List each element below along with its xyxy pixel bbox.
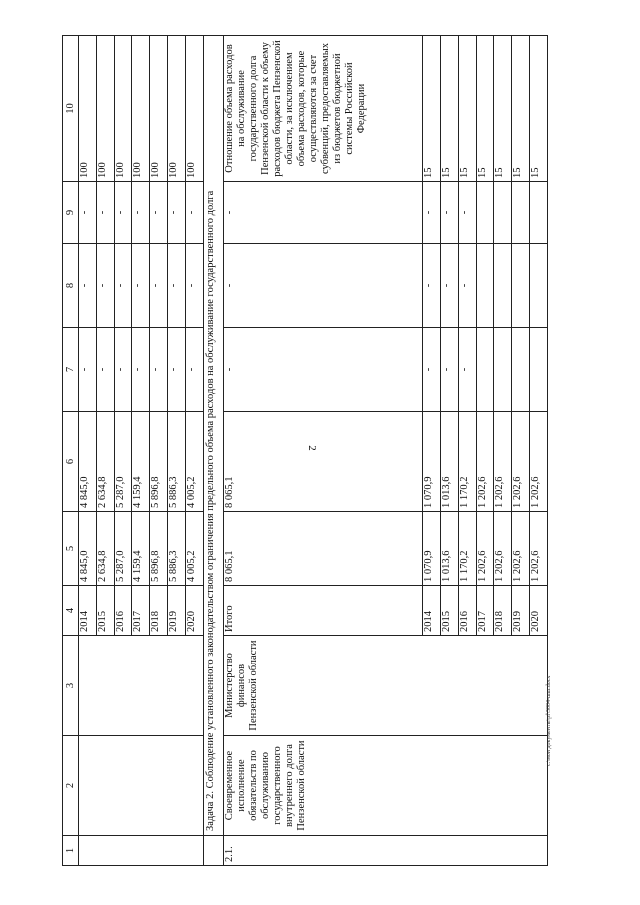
program-table: [62, 35, 548, 866]
amount-cell: 5 886,3: [168, 512, 186, 586]
value-cell: [529, 182, 547, 244]
indicator-value-cell: 100: [168, 36, 186, 182]
total-value: -: [224, 328, 423, 412]
column-number-header: 1: [63, 836, 79, 866]
column-number-header: 3: [63, 636, 79, 736]
total-amount: 8 065,1: [224, 512, 423, 586]
amount-cell: 1 202,6: [494, 512, 512, 586]
total-row: [224, 36, 423, 866]
amount-cell: 5 896,8: [150, 512, 168, 586]
indicator-value-cell: 100: [96, 36, 114, 182]
amount-cell: 2 634,8: [96, 412, 114, 512]
task-heading-row: [203, 36, 224, 866]
indicator-value-cell: 15: [423, 36, 441, 182]
value-cell: -: [79, 328, 97, 412]
value-cell: [529, 328, 547, 412]
value-cell: -: [185, 244, 203, 328]
indicator-value-cell: 100: [79, 36, 97, 182]
amount-cell: 1 202,6: [529, 512, 547, 586]
value-cell: -: [440, 182, 458, 244]
year-cell: 2017: [132, 586, 150, 636]
amount-cell: 1 202,6: [512, 412, 530, 512]
amount-cell: 5 896,8: [150, 412, 168, 512]
value-cell: [494, 328, 512, 412]
item-name: Своевременное исполнение обязательств по обслуживанию государственного внутреннего долга Пензенской области: [224, 736, 548, 836]
year-cell: 2020: [529, 586, 547, 636]
indicator-value-cell: 15: [440, 36, 458, 182]
value-cell: [494, 182, 512, 244]
amount-cell: 4 845,0: [79, 412, 97, 512]
column-number-header: 5: [63, 512, 79, 586]
total-label: Итого: [224, 586, 423, 636]
amount-cell: 5 287,0: [114, 412, 132, 512]
value-cell: -: [168, 328, 186, 412]
value-cell: -: [96, 182, 114, 244]
value-cell: -: [114, 328, 132, 412]
amount-cell: 1 070,9: [423, 412, 441, 512]
column-number-header: 2: [63, 736, 79, 836]
year-cell: 2019: [168, 586, 186, 636]
year-cell: 2020: [185, 586, 203, 636]
year-cell: 2014: [423, 586, 441, 636]
value-cell: -: [168, 244, 186, 328]
value-cell: -: [423, 244, 441, 328]
footer-file-path: c:\мои документы\pf\5004-шш.docx: [546, 675, 552, 766]
column-number-header: 10: [63, 36, 79, 182]
value-cell: -: [79, 244, 97, 328]
year-cell: 2018: [494, 586, 512, 636]
amount-cell: 1 202,6: [476, 512, 494, 586]
year-cell: 2015: [440, 586, 458, 636]
value-cell: [512, 244, 530, 328]
column-number-header: 7: [63, 328, 79, 412]
amount-cell: 1 013,6: [440, 512, 458, 586]
amount-cell: 4 159,4: [132, 412, 150, 512]
amount-cell: 1 202,6: [512, 512, 530, 586]
amount-cell: 1 202,6: [476, 412, 494, 512]
year-cell: 2019: [512, 586, 530, 636]
cell-empty: [203, 836, 224, 866]
amount-cell: 2 634,8: [96, 512, 114, 586]
total-value: -: [224, 182, 423, 244]
indicator-value-cell: 100: [114, 36, 132, 182]
amount-cell: 4 005,2: [185, 412, 203, 512]
header-row: [63, 36, 79, 866]
indicator-value-cell: 100: [150, 36, 168, 182]
value-cell: -: [79, 182, 97, 244]
value-cell: -: [96, 244, 114, 328]
amount-cell: 1 170,2: [458, 512, 476, 586]
year-cell: 2016: [458, 586, 476, 636]
value-cell: [476, 328, 494, 412]
page-number: 2: [306, 445, 318, 451]
value-cell: [512, 328, 530, 412]
value-cell: [494, 244, 512, 328]
value-cell: -: [440, 328, 458, 412]
indicator-value-cell: 15: [476, 36, 494, 182]
value-cell: [476, 244, 494, 328]
amount-cell: 4 159,4: [132, 512, 150, 586]
column-number-header: 9: [63, 182, 79, 244]
year-cell: 2014: [79, 586, 97, 636]
amount-cell: 1 070,9: [423, 512, 441, 586]
year-cell: 2017: [476, 586, 494, 636]
amount-cell: 5 886,3: [168, 412, 186, 512]
value-cell: -: [114, 182, 132, 244]
value-cell: -: [185, 182, 203, 244]
year-cell: 2015: [96, 586, 114, 636]
amount-cell: 1 202,6: [494, 412, 512, 512]
value-cell: -: [150, 328, 168, 412]
value-cell: -: [423, 182, 441, 244]
value-cell: -: [458, 328, 476, 412]
amount-cell: 1 013,6: [440, 412, 458, 512]
value-cell: -: [132, 328, 150, 412]
task-2-title: Задача 2. Соблюдение установленного законодательством ограничения предельного объема расходов на обслуживание государственного долга: [203, 36, 224, 836]
column-number-header: 4: [63, 586, 79, 636]
cell-empty: [79, 636, 204, 736]
year-cell: 2018: [150, 586, 168, 636]
value-cell: -: [440, 244, 458, 328]
cell-empty: [79, 736, 204, 836]
value-cell: -: [423, 328, 441, 412]
indicator-value-cell: 100: [185, 36, 203, 182]
value-cell: -: [96, 328, 114, 412]
value-cell: [512, 182, 530, 244]
indicator-value-cell: 100: [132, 36, 150, 182]
value-cell: -: [150, 244, 168, 328]
indicator-value-cell: 15: [458, 36, 476, 182]
value-cell: -: [150, 182, 168, 244]
value-cell: -: [114, 244, 132, 328]
value-cell: -: [168, 182, 186, 244]
table-row: [79, 36, 97, 866]
item-executor: Министерство финансов Пензенской области: [224, 636, 548, 736]
indicator-value-cell: 15: [512, 36, 530, 182]
value-cell: [476, 182, 494, 244]
indicator-value-cell: 15: [529, 36, 547, 182]
value-cell: -: [132, 182, 150, 244]
value-cell: -: [132, 244, 150, 328]
value-cell: -: [458, 244, 476, 328]
amount-cell: 5 287,0: [114, 512, 132, 586]
amount-cell: 4 005,2: [185, 512, 203, 586]
cell-empty: [79, 836, 204, 866]
amount-cell: 1 170,2: [458, 412, 476, 512]
value-cell: -: [458, 182, 476, 244]
amount-cell: 4 845,0: [79, 512, 97, 586]
total-value: -: [224, 244, 423, 328]
column-number-header: 6: [63, 412, 79, 512]
item-number: 2.1.: [224, 836, 548, 866]
total-amount: 8 065,1: [224, 412, 423, 512]
value-cell: -: [185, 328, 203, 412]
indicator-value-cell: 15: [494, 36, 512, 182]
column-number-header: 8: [63, 244, 79, 328]
year-cell: 2016: [114, 586, 132, 636]
indicator-description: Отношение объема расходов на обслуживание государственного долга Пензенской области к объему расходов бюджета Пензенской области, за исключением объема расходов, которые осуществляются за счет субвенций, предоставляемых из бюджетов бюджетной системы Российской Федерации: [224, 36, 423, 182]
amount-cell: 1 202,6: [529, 412, 547, 512]
rotated-table-container: [62, 36, 548, 866]
value-cell: [529, 244, 547, 328]
